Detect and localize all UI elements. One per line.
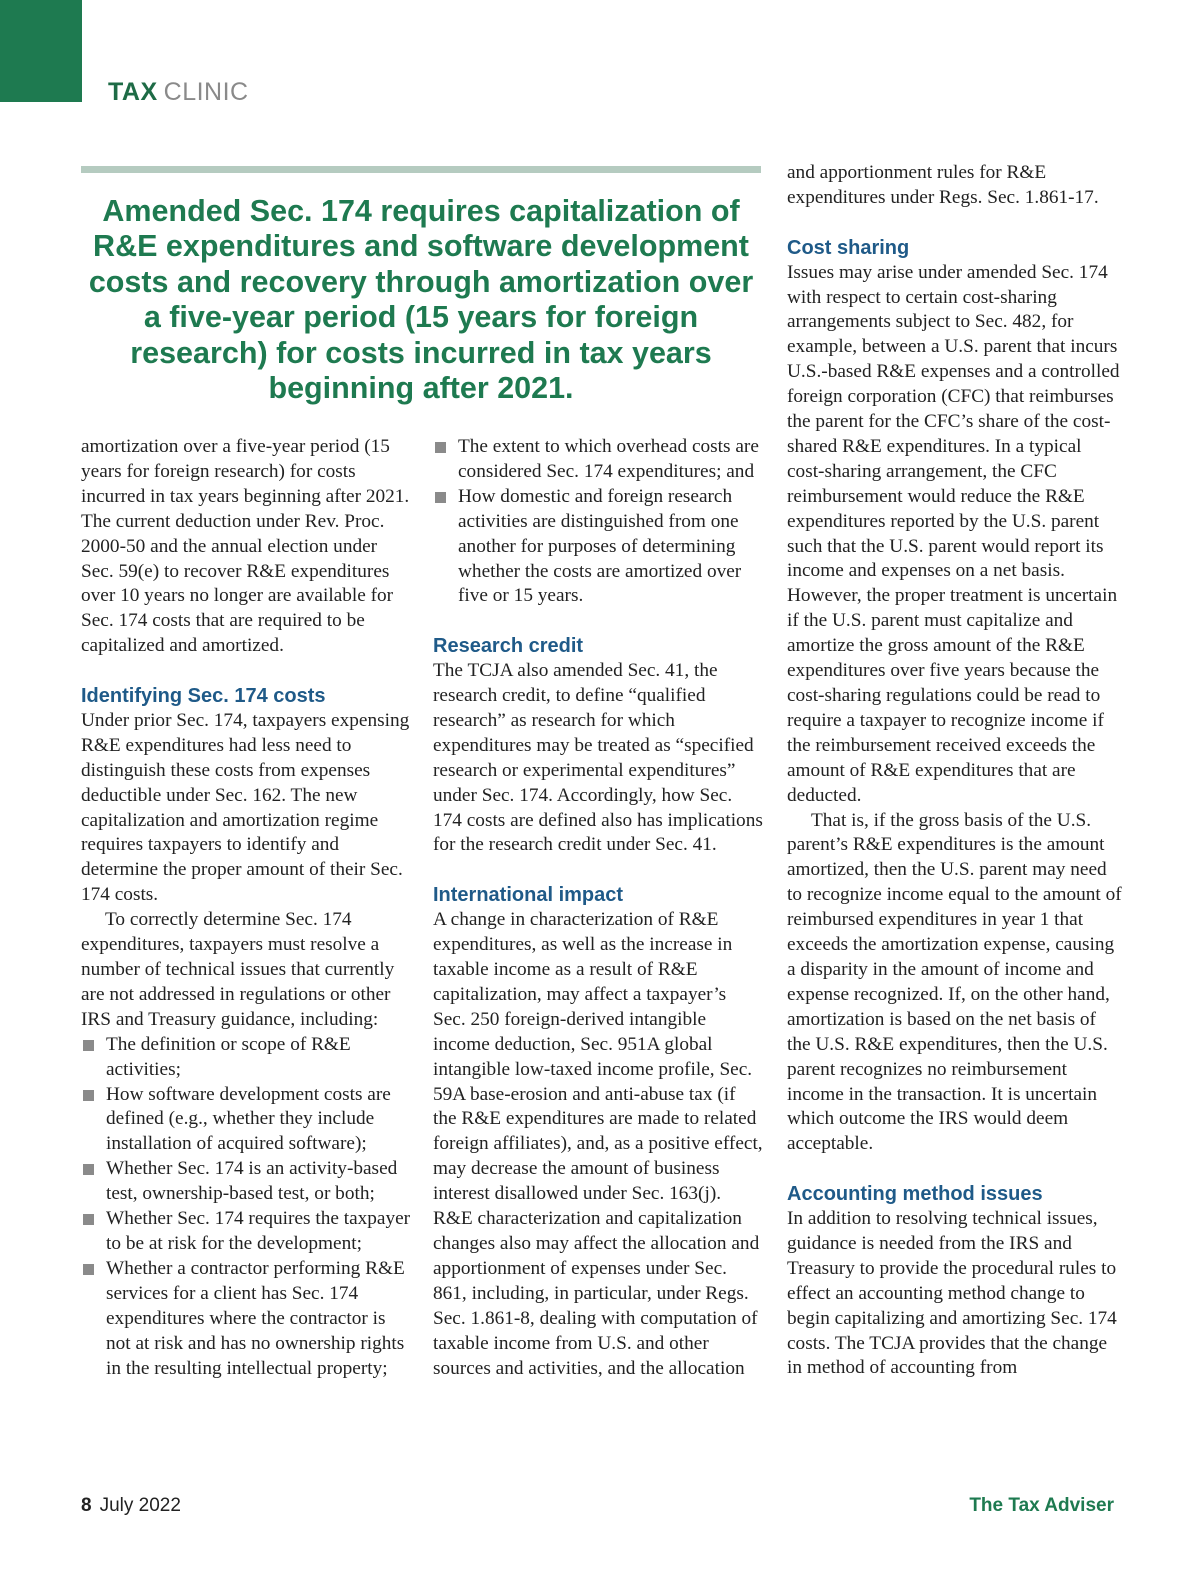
heading-cost-sharing: Cost sharing xyxy=(787,236,910,259)
square-bullet-icon xyxy=(83,1040,94,1051)
square-bullet-icon xyxy=(83,1090,94,1101)
corner-accent-block xyxy=(0,0,82,102)
list-item xyxy=(81,1207,411,1257)
paragraph: Under prior Sec. 174, taxpayers expensing R&E expenditures had less need to distinguish these costs from expenses deductible under Sec. 162. The new capitalization and amortization regime requires taxpayers to identify and determine the proper amount of their Sec. 174 costs. xyxy=(81,709,410,906)
issue-date: July 2022 xyxy=(99,1495,181,1516)
paragraph: The TCJA also amended Sec. 41, the research credit, to define “qualified research” as research for which expenditures may be treated as “specified research or experimental expenditures” under Sec. 174. Accordingly, how Sec. 174 costs are defined also has implications for the research credit under Sec. 41. xyxy=(433,660,763,856)
paragraph: amortization over a five-year period (15 years for foreign research) for costs incurred in tax years beginning after 2021. The current deduction under Rev. Proc. 2000-50 and the annual election under Sec. 59(e) to recover R&E expenditures over 10 years no longer are available for Sec. 174 costs that are required to be capitalized and amortized. xyxy=(81,436,410,657)
list-item-text: Whether a contractor performing R&E services for a client has Sec. 174 expenditures where the contractor is not at risk and has no ownership rights in the resulting intellectual property; xyxy=(106,1257,405,1379)
paragraph: To correctly determine Sec. 174 expenditures, taxpayers must resolve a number of technical issues that currently are not addressed in regulations or other IRS and Treasury guidance, including: xyxy=(81,909,395,1030)
pullquote-rule xyxy=(81,166,761,173)
pullquote: Amended Sec. 174 requires capitalization of R&E expenditures and software development costs and recovery through amortization over a five-year period (15 years for foreign research) for costs incurred in tax years beginning after 2021. xyxy=(88,194,754,406)
bullet-list xyxy=(433,435,763,609)
square-bullet-icon xyxy=(83,1214,94,1225)
paragraph: Issues may arise under amended Sec. 174 with respect to certain cost-sharing arrangements subject to Sec. 482, for example, between a U.S. parent that incurs U.S.-based R&E expenses and a controlled foreign corporation (CFC) that reimburses the parent for the CFC’s share of the cost-shared R&E expenditures. In a typical cost-sharing arrangement, the CFC reimbursement would reduce the R&E expenditures reported by the U.S. parent such that the U.S. parent would report its income and expenses on a net basis. However, the proper treatment is uncertain if the U.S. parent must capitalize and amortize the gross amount of the R&E expenditures over five years because the cost-sharing regulations could be read to require a taxpayer to recognize income if the reimbursement received exceeds the amount of R&E expenditures that are deducted. xyxy=(787,261,1120,806)
column-1 xyxy=(81,435,411,1381)
list-item-text: The extent to which overhead costs are considered Sec. 174 expenditures; and xyxy=(458,436,759,482)
list-item xyxy=(81,1257,411,1382)
heading-research-credit: Research credit xyxy=(433,635,584,658)
heading-identifying-costs: Identifying Sec. 174 costs xyxy=(81,685,326,708)
paragraph: In addition to resolving technical issues, guidance is needed from the IRS and Treasury to provide the procedural rules to effect an accounting method change to begin capitalizing and amortizing Sec. 174 costs. The TCJA provides that the change in method of accounting from xyxy=(787,1208,1117,1379)
square-bullet-icon xyxy=(83,1164,94,1175)
square-bullet-icon xyxy=(83,1264,94,1275)
publication-name: The Tax Adviser xyxy=(969,1495,1114,1516)
paragraph: A change in characterization of R&E expenditures, as well as the increase in taxable income as a result of R&E capitalization, may affect a taxpayer’s Sec. 250 foreign-derived intangible income deduction, Sec. 951A global intangible low-taxed income profile, Sec. 59A base-erosion and anti-abuse tax (if the R&E expenditures are made to related foreign affiliates), and, as a positive effect, may decrease the amount of business interest disallowed under Sec. 163(j). R&E characterization and capitalization changes also may affect the allocation and apportionment of expenses under Sec. 861, including, in particular, under Regs. Sec. 1.861-8, dealing with computation of taxable income from U.S. and other sources and activities, and the allocation xyxy=(433,909,763,1379)
list-item xyxy=(81,1083,411,1158)
list-item-text: How domestic and foreign research activities are distinguished from one another for purposes of determining whether the costs are amortized over five or 15 years. xyxy=(458,485,742,607)
column-2 xyxy=(433,435,763,1381)
square-bullet-icon xyxy=(435,492,446,503)
list-item-text: How software development costs are defined (e.g., whether they include installation of acquired software); xyxy=(106,1083,391,1155)
heading-international-impact: International impact xyxy=(433,884,624,907)
list-item-text: Whether Sec. 174 requires the taxpayer to be at risk for the development; xyxy=(106,1208,411,1254)
square-bullet-icon xyxy=(435,442,446,453)
section-label-bold: TAX xyxy=(108,78,158,106)
section-label xyxy=(108,78,249,107)
bullet-list xyxy=(81,1033,411,1382)
list-item xyxy=(433,485,763,610)
page-number: 8 xyxy=(81,1495,92,1516)
list-item xyxy=(81,1033,411,1083)
paragraph: That is, if the gross basis of the U.S. parent’s R&E expenditures is the amount amortized, then the U.S. parent may need to recognize income equal to the amount of reimbursed expenditures in year 1 that exceeds the amortization expense, causing a disparity in the amount of income and expense recognized. If, on the other hand, amortization is based on the net basis of the U.S. R&E expenditures, then the U.S. parent recognizes no reimbursement income in the transaction. It is uncertain which outcome the IRS would deem acceptable. xyxy=(787,809,1122,1155)
list-item xyxy=(81,1157,411,1207)
footer-page-info xyxy=(81,1495,181,1517)
list-item xyxy=(433,435,763,485)
heading-accounting-method: Accounting method issues xyxy=(787,1183,1043,1206)
paragraph: and apportionment rules for R&E expenditures under Regs. Sec. 1.861-17. xyxy=(787,162,1099,208)
list-item-text: The definition or scope of R&E activities; xyxy=(106,1033,351,1080)
column-3 xyxy=(787,161,1122,1381)
list-item-text: Whether Sec. 174 is an activity-based test, ownership-based test, or both; xyxy=(106,1158,398,1205)
section-label-light: CLINIC xyxy=(163,78,249,106)
